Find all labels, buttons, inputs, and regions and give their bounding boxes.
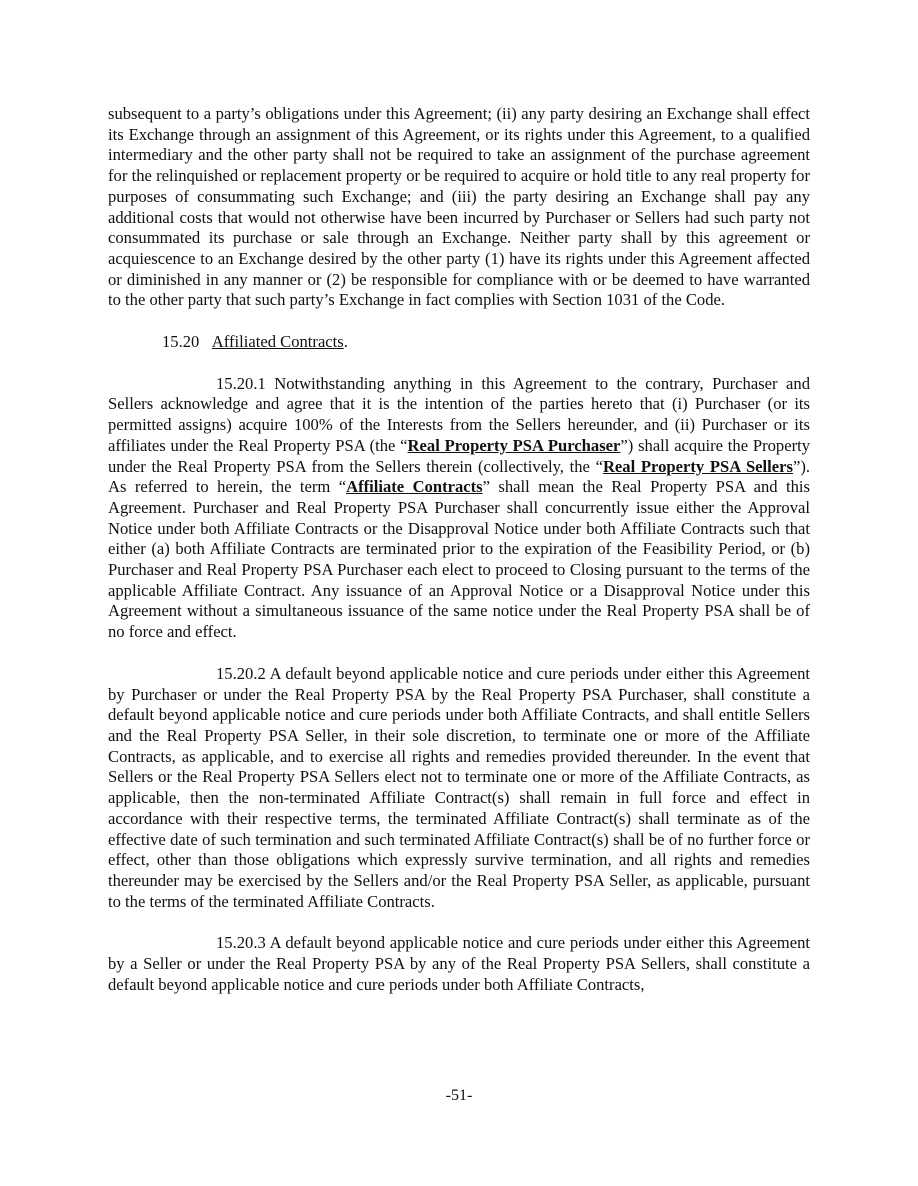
section-number: 15.20	[162, 332, 200, 352]
section-title-period: .	[343, 332, 348, 352]
section-title: Affiliated Contracts	[211, 332, 344, 352]
paragraph-15-20-3: 15.20.3 A default beyond applicable notice and cure periods under either this Agreement by a Seller or under the Real Property PSA by any of the Real Property PSA Sellers, shall constitute a default beyond applicable notice and cure periods under both Affiliate Contracts,	[108, 933, 810, 994]
document-page	[108, 104, 810, 995]
p1-mid-text-1: ”) shall acquire the Property under the Real Property PSA from the Sellers therein (collectively, the “	[108, 435, 811, 476]
paragraph-15-20-2: 15.20.2 A default beyond applicable notice and cure periods under either this Agreement by Purchaser or under the Real Property PSA by the Real Property PSA Purchaser, shall constitute a default beyond applicable notice and cure periods under both Affiliate Contracts, and shall entitle Sellers and the Real Property PSA Seller, in their sole discretion, to terminate one or more of the Affiliate Contracts, as applicable, and to exercise all rights and remedies provided thereunder. In the event that Sellers or the Real Property PSA Sellers elect not to terminate one or more of the Affiliate Contracts, as applicable, then the non-terminated Affiliate Contract(s) shall remain in full force and effect in accordance with their respective terms, the terminated Affiliate Contract(s) shall terminate as of the effective date of such termination and such terminated Affiliate Contract(s) shall be of no further force or effect, other than those obligations which expressly survive termination, and all rights and remedies thereunder may be exercised by the Sellers and/or the Real Property PSA Seller, as applicable, pursuant to the terms of the terminated Affiliate Contracts.	[108, 663, 810, 911]
section-heading-15-20	[162, 332, 810, 353]
p1-lead-text: 15.20.1 Notwithstanding anything in this Agreement to the contrary, Purchaser and Sellers acknowledge and agree that it is the intention of the parties hereto that (i) Purchaser (or its permitted assigns) acquire 100% of the Interests from the Sellers hereunder, and (ii) Purchaser or its affiliates under the Real Property PSA (the “	[108, 373, 810, 455]
paragraph-15-20-1	[108, 374, 810, 643]
p1-mid-text-2: ”). As referred to herein, the term “	[108, 456, 810, 497]
paragraph-exchange-continued: subsequent to a party’s obligations under this Agreement; (ii) any party desiring an Exchange shall effect its Exchange through an assignment of this Agreement, or its rights under this Agreement, to a qualified intermediary and the other party shall not be required to take an assignment of the purchase agreement for the relinquished or replacement property or be required to acquire or hold title to any real property for purposes of consummating such Exchange; and (iii) the party desiring an Exchange shall pay any additional costs that would not otherwise have been incurred by Purchaser or Sellers had such party not consummated its purchase or sale through an Exchange. Neither party shall by this agreement or acquiescence to an Exchange desired by the other party (1) have its rights under this Agreement affected or diminished in any manner or (2) be responsible for compliance with or be deemed to have warranted to the other party that such party’s Exchange in fact complies with Section 1031 of the Code.	[108, 104, 810, 310]
defined-term-affiliate-contracts: Affiliate Contracts	[346, 477, 483, 497]
page-number: -51-	[445, 1087, 473, 1104]
defined-term-real-property-psa-purchaser: Real Property PSA Purchaser	[407, 435, 621, 455]
defined-term-real-property-psa-sellers: Real Property PSA Sellers	[602, 456, 793, 476]
p1-tail-text: ” shall mean the Real Property PSA and this Agreement. Purchaser and Real Property PSA Purchaser shall concurrently issue either the Approval Notice under both Affiliate Contracts or the Disapproval Notice under both Affiliate Contracts such that either (a) both Affiliate Contracts are terminated prior to the expiration of the Feasibility Period, or (b) Purchaser and Real Property PSA Purchaser each elect to proceed to Closing pursuant to the terms of the applicable Affiliate Contract. Any issuance of an Approval Notice or a Disapproval Notice under this Agreement without a simultaneous issuance of the same notice under the Real Property PSA shall be of no force and effect.	[108, 477, 810, 642]
